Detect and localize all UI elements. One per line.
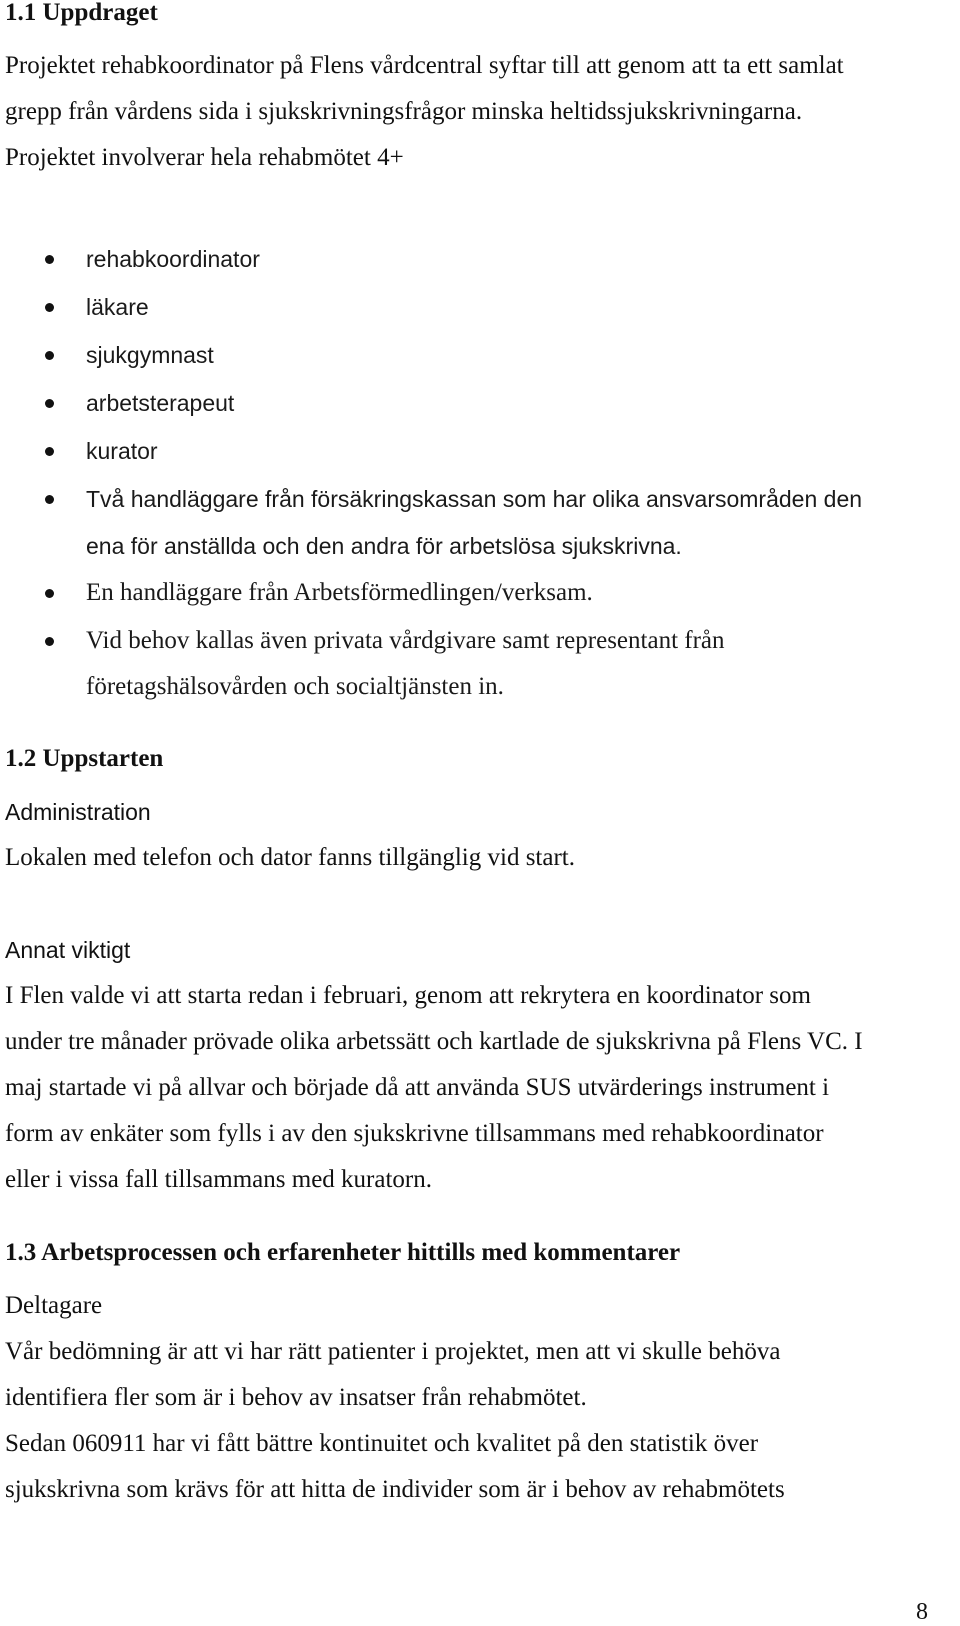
bullet-icon (45, 351, 54, 360)
paragraph-line: maj startade vi på allvar och började då att använda SUS utvärderings instrument i (5, 1074, 830, 1101)
bullet-icon (45, 637, 54, 646)
paragraph-line: Projektet rehabkoordinator på Flens vårdcentral syftar till att genom att ta ett samlat (5, 52, 844, 79)
paragraph-line: sjukskrivna som krävs för att hitta de individer som är i behov av rehabmötets (5, 1476, 785, 1503)
paragraph-line: form av enkäter som fylls i av den sjukskrivne tillsammans med rehabkoordinator (5, 1120, 824, 1147)
list-item-text: läkare (86, 294, 149, 320)
list-item-text: sjukgymnast (86, 342, 214, 368)
list-item-text: rehabkoordinator (86, 246, 260, 272)
bullet-icon (45, 255, 54, 264)
list-item-text: företagshälsovården och socialtjänsten in. (86, 673, 504, 700)
page-number: 8 (916, 1599, 928, 1625)
list-item-text: Vid behov kallas även privata vårdgivare samt representant från (86, 627, 725, 654)
bullet-icon (45, 303, 54, 312)
subheading-annat-viktigt: Annat viktigt (5, 937, 131, 963)
paragraph-line: Lokalen med telefon och dator fanns tillgänglig vid start. (5, 844, 575, 871)
list-item-text: Två handläggare från försäkringskassan som har olika ansvarsområden den (86, 486, 863, 512)
paragraph-line: Sedan 060911 har vi fått bättre kontinuitet och kvalitet på den statistik över (5, 1430, 759, 1457)
bullet-icon (45, 589, 54, 598)
subheading-deltagare: Deltagare (5, 1292, 103, 1319)
list-item-text: ena för anställda och den andra för arbetslösa sjukskrivna. (86, 533, 682, 559)
paragraph-line: eller i vissa fall tillsammans med kuratorn. (5, 1166, 432, 1193)
bullet-icon (45, 399, 54, 408)
paragraph-line: grepp från vårdens sida i sjukskrivningsfrågor minska heltidssjukskrivningarna. (5, 98, 803, 125)
section-1-3-heading: 1.3 Arbetsprocessen och erfarenheter hittills med kommentarer (5, 1239, 681, 1266)
bullet-icon (45, 447, 54, 456)
paragraph-line: under tre månader prövade olika arbetssätt och kartlade de sjukskrivna på Flens VC. I (5, 1028, 863, 1055)
section-1-1-heading: 1.1 Uppdraget (5, 0, 158, 26)
list-item-text: kurator (86, 438, 158, 464)
paragraph-line: I Flen valde vi att starta redan i februari, genom att rekrytera en koordinator som (5, 982, 811, 1009)
paragraph-line: Projektet involverar hela rehabmötet 4+ (5, 144, 404, 171)
list-item-text: arbetsterapeut (86, 390, 235, 416)
section-1-2-heading: 1.2 Uppstarten (5, 745, 164, 772)
paragraph-line: identifiera fler som är i behov av insatser från rehabmötet. (5, 1384, 587, 1411)
list-item-text: En handläggare från Arbetsförmedlingen/verksam. (86, 579, 593, 606)
subheading-administration: Administration (5, 799, 151, 825)
bullet-icon (45, 495, 54, 504)
paragraph-line: Vår bedömning är att vi har rätt patienter i projektet, men att vi skulle behöva (5, 1338, 781, 1365)
